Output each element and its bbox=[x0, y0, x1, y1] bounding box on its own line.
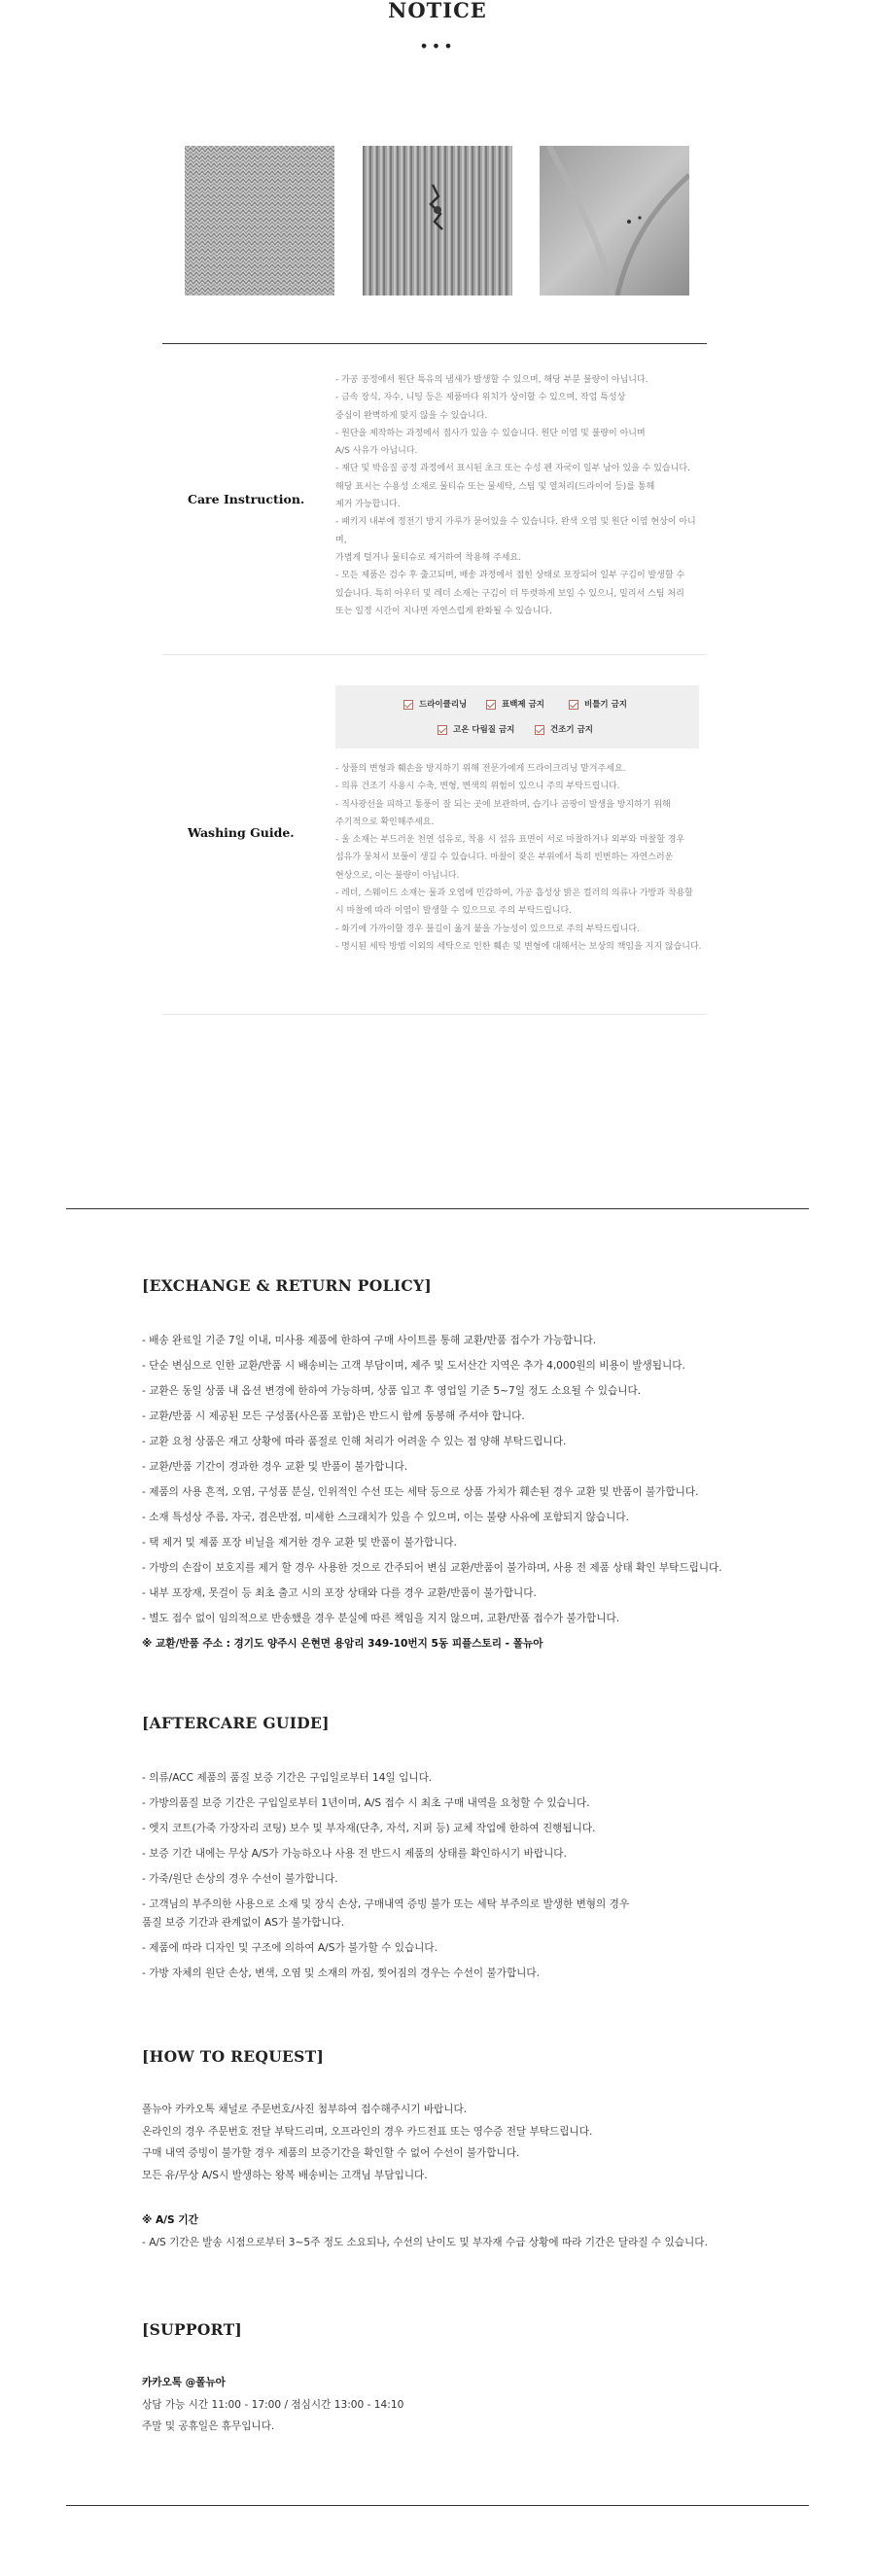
exchange-item: - 소재 특성상 주름, 자국, 겸은반점, 미세한 스크래치가 있을 수 있으며, 이는 불량 사유에 포함되지 않습니다. bbox=[142, 1512, 629, 1523]
care-washing-divider bbox=[162, 654, 707, 655]
care-instruction-label: Care Instruction. bbox=[188, 492, 305, 506]
care-item: - 금속 장식, 자수, 니팅 등은 제품마다 위치가 상이할 수 있으며, 작업 특성상 bbox=[335, 393, 626, 403]
exchange-item: - 교환은 동일 상품 내 옵션 변경에 한하여 가능하며, 상품 입고 후 영업일 기준 5~7일 정도 소요될 수 있습니다. bbox=[142, 1385, 642, 1397]
washing-item: 시 마찰에 따라 이염이 발생할 수 있으므로 주의 부탁드립니다. bbox=[335, 906, 573, 917]
aftercare-item: - 엣지 코트(가죽 가장자리 코팅) 보수 및 부자재(단추, 자석, 지퍼 등) 교체 작업에 한하여 진행됩니다. bbox=[142, 1823, 596, 1834]
return-address: ※ 교환/반품 주소 : 경기도 양주시 은현면 용암리 349-10번지 5동 피플스토리 - 폴뉴아 bbox=[142, 1638, 543, 1650]
pilling-swatch bbox=[363, 146, 512, 296]
how-to-request-heading: [HOW TO REQUEST] bbox=[142, 2047, 325, 2066]
washing-item: 현상으로, 이는 불량이 아닙니다. bbox=[335, 870, 460, 881]
aftercare-list bbox=[142, 1765, 764, 1986]
washing-item: - 직사광선을 피하고 통풍이 잘 되는 곳에 보관하며, 습기나 곰팡이 발생을 방지하기 위해 bbox=[335, 799, 671, 810]
exchange-item: - 교환/반품 시 제공된 모든 구성품(사은품 포함)은 반드시 함께 동봉해 주셔야 합니다. bbox=[142, 1410, 525, 1422]
notice-title: NOTICE bbox=[388, 0, 487, 22]
washing-item: - 명시된 세탁 방법 이외의 세탁으로 인한 훼손 및 변형에 대해서는 보상의 책임을 지지 않습니다. bbox=[335, 941, 702, 952]
no-bleach-check: 표백제 금지 bbox=[486, 698, 544, 712]
care-item: - 원단을 제작하는 과정에서 접사가 있을 수 있습니다. 원단 이염 및 불량이 아니며 bbox=[335, 428, 646, 438]
care-item: - 모든 제품은 검수 후 출고되며, 배송 과정에서 접힌 상태로 포장되어 일부 구김이 발생할 수 bbox=[335, 571, 685, 581]
policy-bottom-divider bbox=[66, 2505, 809, 2506]
care-item: 제거 가능합니다. bbox=[335, 500, 401, 510]
support-holiday: 주말 및 공휴일은 휴무입니다. bbox=[142, 2420, 275, 2432]
washing-item: - 화기에 가까이할 경우 불길이 옮겨 붙을 가능성이 있으므로 주의 부탁드립니다. bbox=[335, 923, 640, 934]
checkbox-icon bbox=[535, 725, 544, 735]
request-line: 온라인의 경우 주문번호 전달 부탁드리며, 오프라인의 경우 카드전표 또는 영수증 전달 부탁드립니다. bbox=[142, 2125, 593, 2138]
washing-item: - 상품의 변형과 훼손을 방지하기 위해 전문가에게 드라이크리닝 맡겨주세요. bbox=[335, 764, 626, 774]
care-item: 중심이 완벽하게 맞지 않을 수 있습니다. bbox=[335, 410, 488, 421]
washing-symbols-box bbox=[335, 685, 699, 748]
notice-dots: ••• bbox=[419, 37, 456, 55]
aftercare-heading: [AFTERCARE GUIDE] bbox=[142, 1714, 330, 1732]
section-divider bbox=[162, 343, 707, 344]
washing-item: 섬유가 뭉쳐서 보풀이 생길 수 있습니다. 마찰이 잦은 부위에서 특히 빈번하는 자연스러운 bbox=[335, 853, 674, 863]
kakao-channel: 카카오톡 @폴뉴아 bbox=[142, 2377, 226, 2388]
checkbox-icon bbox=[569, 700, 578, 710]
support-heading: [SUPPORT] bbox=[142, 2320, 243, 2339]
washing-end-divider bbox=[162, 1014, 707, 1015]
washing-item: - 울 소재는 부드러운 천연 섬유로, 착용 시 섬유 표면이 서로 마찰하거나 외부와 마찰할 경우 bbox=[335, 835, 685, 846]
exchange-item: - 제품의 사용 흔적, 오염, 구성품 분실, 인위적인 수선 또는 세탁 등으로 상품 가치가 훼손된 경우 교환 및 반품이 불가합니다. bbox=[142, 1486, 699, 1498]
as-period-title: ※ A/S 기간 bbox=[142, 2214, 198, 2226]
exchange-item: - 단순 변심으로 인한 교환/반품 시 배송비는 고객 부담이며, 제주 및 도서산간 지역은 추가 4,000원의 비용이 발생됩니다. bbox=[142, 1360, 685, 1372]
sheen-fabric-swatch bbox=[540, 146, 689, 296]
washing-item: 주기적으로 확인해주세요. bbox=[335, 817, 435, 827]
exchange-item: - 택 제거 및 제품 포장 비닐을 제거한 경우 교환 및 반품이 불가합니다. bbox=[142, 1537, 457, 1549]
care-item: 가볍게 털거나 물티슈로 제거하여 착용해 주세요. bbox=[335, 552, 522, 563]
as-period-text: - A/S 기간은 발송 시점으로부터 3~5주 정도 소요되나, 수선의 난이도 및 부자재 수급 상황에 따라 기간은 달라질 수 있습니다. bbox=[142, 2236, 708, 2248]
checkbox-icon bbox=[438, 725, 447, 735]
policy-top-divider bbox=[66, 1208, 809, 1209]
care-item: 있습니다. 특히 아우터 및 레더 소재는 구김이 더 뚜렷하게 보일 수 있으니, 밀리서 스팀 처리 bbox=[335, 588, 684, 599]
aftercare-item: - 보증 기간 내에는 무상 A/S가 가능하오나 사용 전 반드시 제품의 상태를 확인하시기 바랍니다. bbox=[142, 1848, 567, 1860]
aftercare-item: - 고객님의 부주의한 사용으로 소재 및 장식 손상, 구매내역 증빙 불가 또는 세탁 부주의로 발생한 변형의 경우 bbox=[142, 1898, 630, 1910]
care-item: 또는 일정 시간이 지나면 자연스럽게 완화될 수 있습니다. bbox=[335, 606, 552, 616]
exchange-item: - 내부 포장재, 못걸이 등 최초 출고 시의 포장 상태와 다를 경우 교환/반품이 불가합니다. bbox=[142, 1587, 537, 1599]
how-to-request-body bbox=[142, 2099, 764, 2186]
care-item: - 가공 공정에서 원단 특유의 냄새가 발생할 수 있으며, 해당 부분 불량이 아닙니다. bbox=[335, 375, 648, 385]
checkbox-icon bbox=[486, 700, 496, 710]
aftercare-item: - 가방 자체의 원단 손상, 변색, 오염 및 소재의 까짐, 찢어짐의 경우는 수선이 불가합니다. bbox=[142, 1967, 541, 1979]
no-dryer-check: 건조기 금지 bbox=[535, 723, 593, 737]
exchange-return-heading: [EXCHANGE & RETURN POLICY] bbox=[142, 1276, 432, 1295]
request-line: 구매 내역 증빙이 불가할 경우 제품의 보증기간을 확인할 수 없어 수선이 불가합니다. bbox=[142, 2147, 520, 2159]
as-period-block bbox=[142, 2210, 764, 2253]
exchange-item: - 교환 요청 상품은 재고 상황에 따라 품절로 인해 처리가 어려울 수 있는 점 양해 부탁드립니다. bbox=[142, 1436, 567, 1447]
checkbox-icon bbox=[403, 700, 413, 710]
no-high-temp-iron-check: 고온 다림질 금지 bbox=[438, 723, 514, 737]
washing-guide-label: Washing Guide. bbox=[188, 825, 295, 840]
exchange-return-list bbox=[142, 1328, 764, 1656]
support-body bbox=[142, 2372, 764, 2438]
no-wring-check: 비틀기 금지 bbox=[569, 698, 627, 712]
dry-clean-check: 드라이클리닝 bbox=[403, 698, 467, 712]
request-line: 모든 유/무상 A/S시 발생하는 왕복 배송비는 고객님 부담입니다. bbox=[142, 2169, 428, 2181]
aftercare-item-continued: 품질 보증 기간과 관계없이 AS가 불가합니다. bbox=[142, 1917, 345, 1929]
exchange-item: - 교환/반품 기간이 경과한 경우 교환 및 반품이 불가합니다. bbox=[142, 1461, 408, 1473]
care-item: - 재단 및 박음질 공정 과정에서 표시된 초크 또는 수성 펜 자국이 일부 남아 있을 수 있습니다. bbox=[335, 464, 690, 474]
exchange-item: - 별도 접수 없이 임의적으로 반송했을 경우 분실에 따른 책임을 지지 않으며, 교환/반품 접수가 불가합니다. bbox=[142, 1613, 620, 1624]
exchange-item: - 가방의 손잡이 보호지를 제거 할 경우 사용한 것으로 간주되어 변심 교환/반품이 불가하며, 사용 전 제품 상태 확인 부탁드립니다. bbox=[142, 1562, 722, 1574]
care-item: - 패키지 내부에 정전기 방지 가루가 묻어있을 수 있습니다. 완색 오염 및 원단 이염 현상이 아니며, bbox=[335, 517, 696, 545]
washing-item: - 의류 건조기 사용시 수축, 변형, 변색의 위험이 있으니 주의 부탁드립니다. bbox=[335, 782, 620, 792]
request-line: 폴뉴아 카카오톡 채널로 주문번호/사진 첨부하여 접수해주시기 바랍니다. bbox=[142, 2104, 468, 2115]
washing-guide-list bbox=[335, 760, 705, 956]
aftercare-item: - 제품에 따라 디자인 및 구조에 의하여 A/S가 불가할 수 있습니다. bbox=[142, 1942, 438, 1954]
care-item: 해당 표시는 수용성 소재로 물티슈 또는 물세탁, 스팀 및 열처리(드라이어 등)를 통해 bbox=[335, 481, 655, 492]
aftercare-item: - 의류/ACC 제품의 품질 보증 기간은 구입일로부터 14일 입니다. bbox=[142, 1772, 433, 1784]
washing-item: - 레더, 스웨이드 소재는 물과 오염에 민감하여, 가공 흡성상 밝은 컬러의 의류나 가방과 착용할 bbox=[335, 888, 693, 899]
care-item: A/S 사유가 아닙니다. bbox=[335, 446, 418, 457]
support-hours: 상담 가능 시간 11:00 - 17:00 / 점심시간 13:00 - 14:10 bbox=[142, 2398, 404, 2411]
exchange-item: - 배송 완료일 기준 7일 이내, 미사용 제품에 한하여 구매 사이트를 통해 교환/반품 접수가 가능합니다. bbox=[142, 1335, 597, 1346]
aftercare-item: - 가방의품질 보증 기간은 구입일로부터 1년이며, A/S 접수 시 최초 구매 내역을 요청할 수 있습니다. bbox=[142, 1797, 590, 1809]
knit-texture-swatch bbox=[185, 146, 334, 296]
care-instruction-list bbox=[335, 371, 705, 620]
aftercare-item: - 가죽/원단 손상의 경우 수선이 불가합니다. bbox=[142, 1873, 338, 1885]
